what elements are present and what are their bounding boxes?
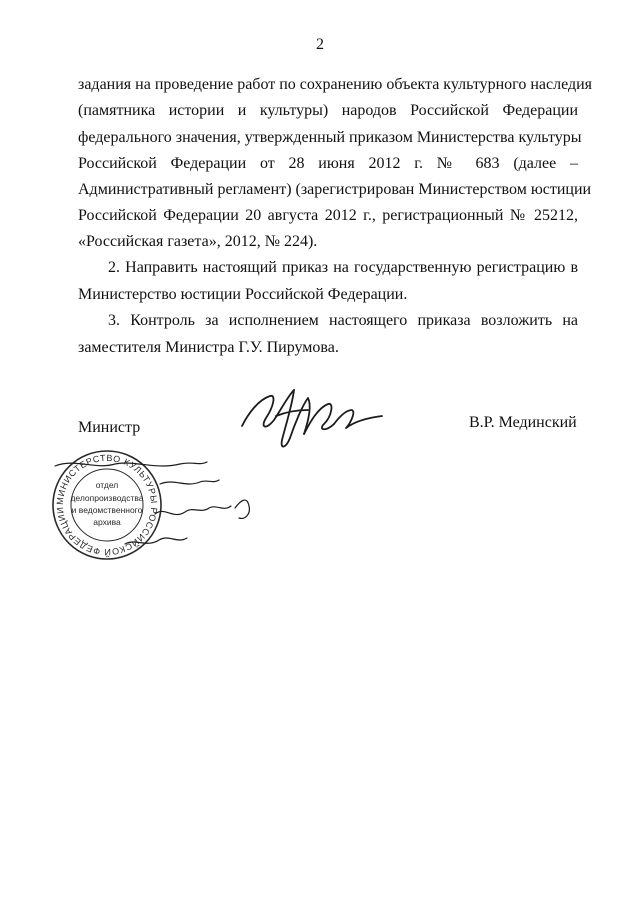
stamp-inner-text: и ведомственного <box>71 505 143 515</box>
text-line: 2. Направить настоящий приказ на государственную регистрацию в <box>108 259 578 276</box>
page-number: 2 <box>316 36 324 53</box>
text-line: (памятника истории и культуры) народов Российской Федерации <box>78 102 578 119</box>
text-line: «Российская газета», 2012, № 224). <box>78 233 318 250</box>
text-line: Административный регламент) (зарегистрирован Министерством юстиции <box>78 181 592 198</box>
text-line: Министерство юстиции Российской Федерации. <box>78 286 408 303</box>
text-line: Российской Федерации 20 августа 2012 г., регистрационный № 25212, <box>78 207 578 224</box>
text-line: заместителя Министра Г.У. Пирумова. <box>78 339 339 356</box>
text-line: федерального значения, утвержденный приказом Министерства культуры <box>78 129 582 146</box>
stamp-inner-text: делопроизводства <box>70 493 144 503</box>
stamp-inner-text: отдел <box>95 480 119 490</box>
stamp-inner-text: архива <box>93 517 121 527</box>
text-line: 3. Контроль за исполнением настоящего приказа возложить на <box>108 312 578 329</box>
signer-name: В.Р. Мединский <box>469 414 577 431</box>
signature-title: Министр <box>78 419 141 436</box>
office-stamp <box>35 448 265 563</box>
text-line: задания на проведение работ по сохранению объекта культурного наследия <box>78 76 593 93</box>
text-line: Российской Федерации от 28 июня 2012 г. № 683 (далее – <box>78 155 578 172</box>
stamp-ring-text: МИНИСТЕРСТВО КУЛЬТУРЫ РОССИЙСКОЙ ФЕДЕРАЦИИ <box>54 452 160 558</box>
